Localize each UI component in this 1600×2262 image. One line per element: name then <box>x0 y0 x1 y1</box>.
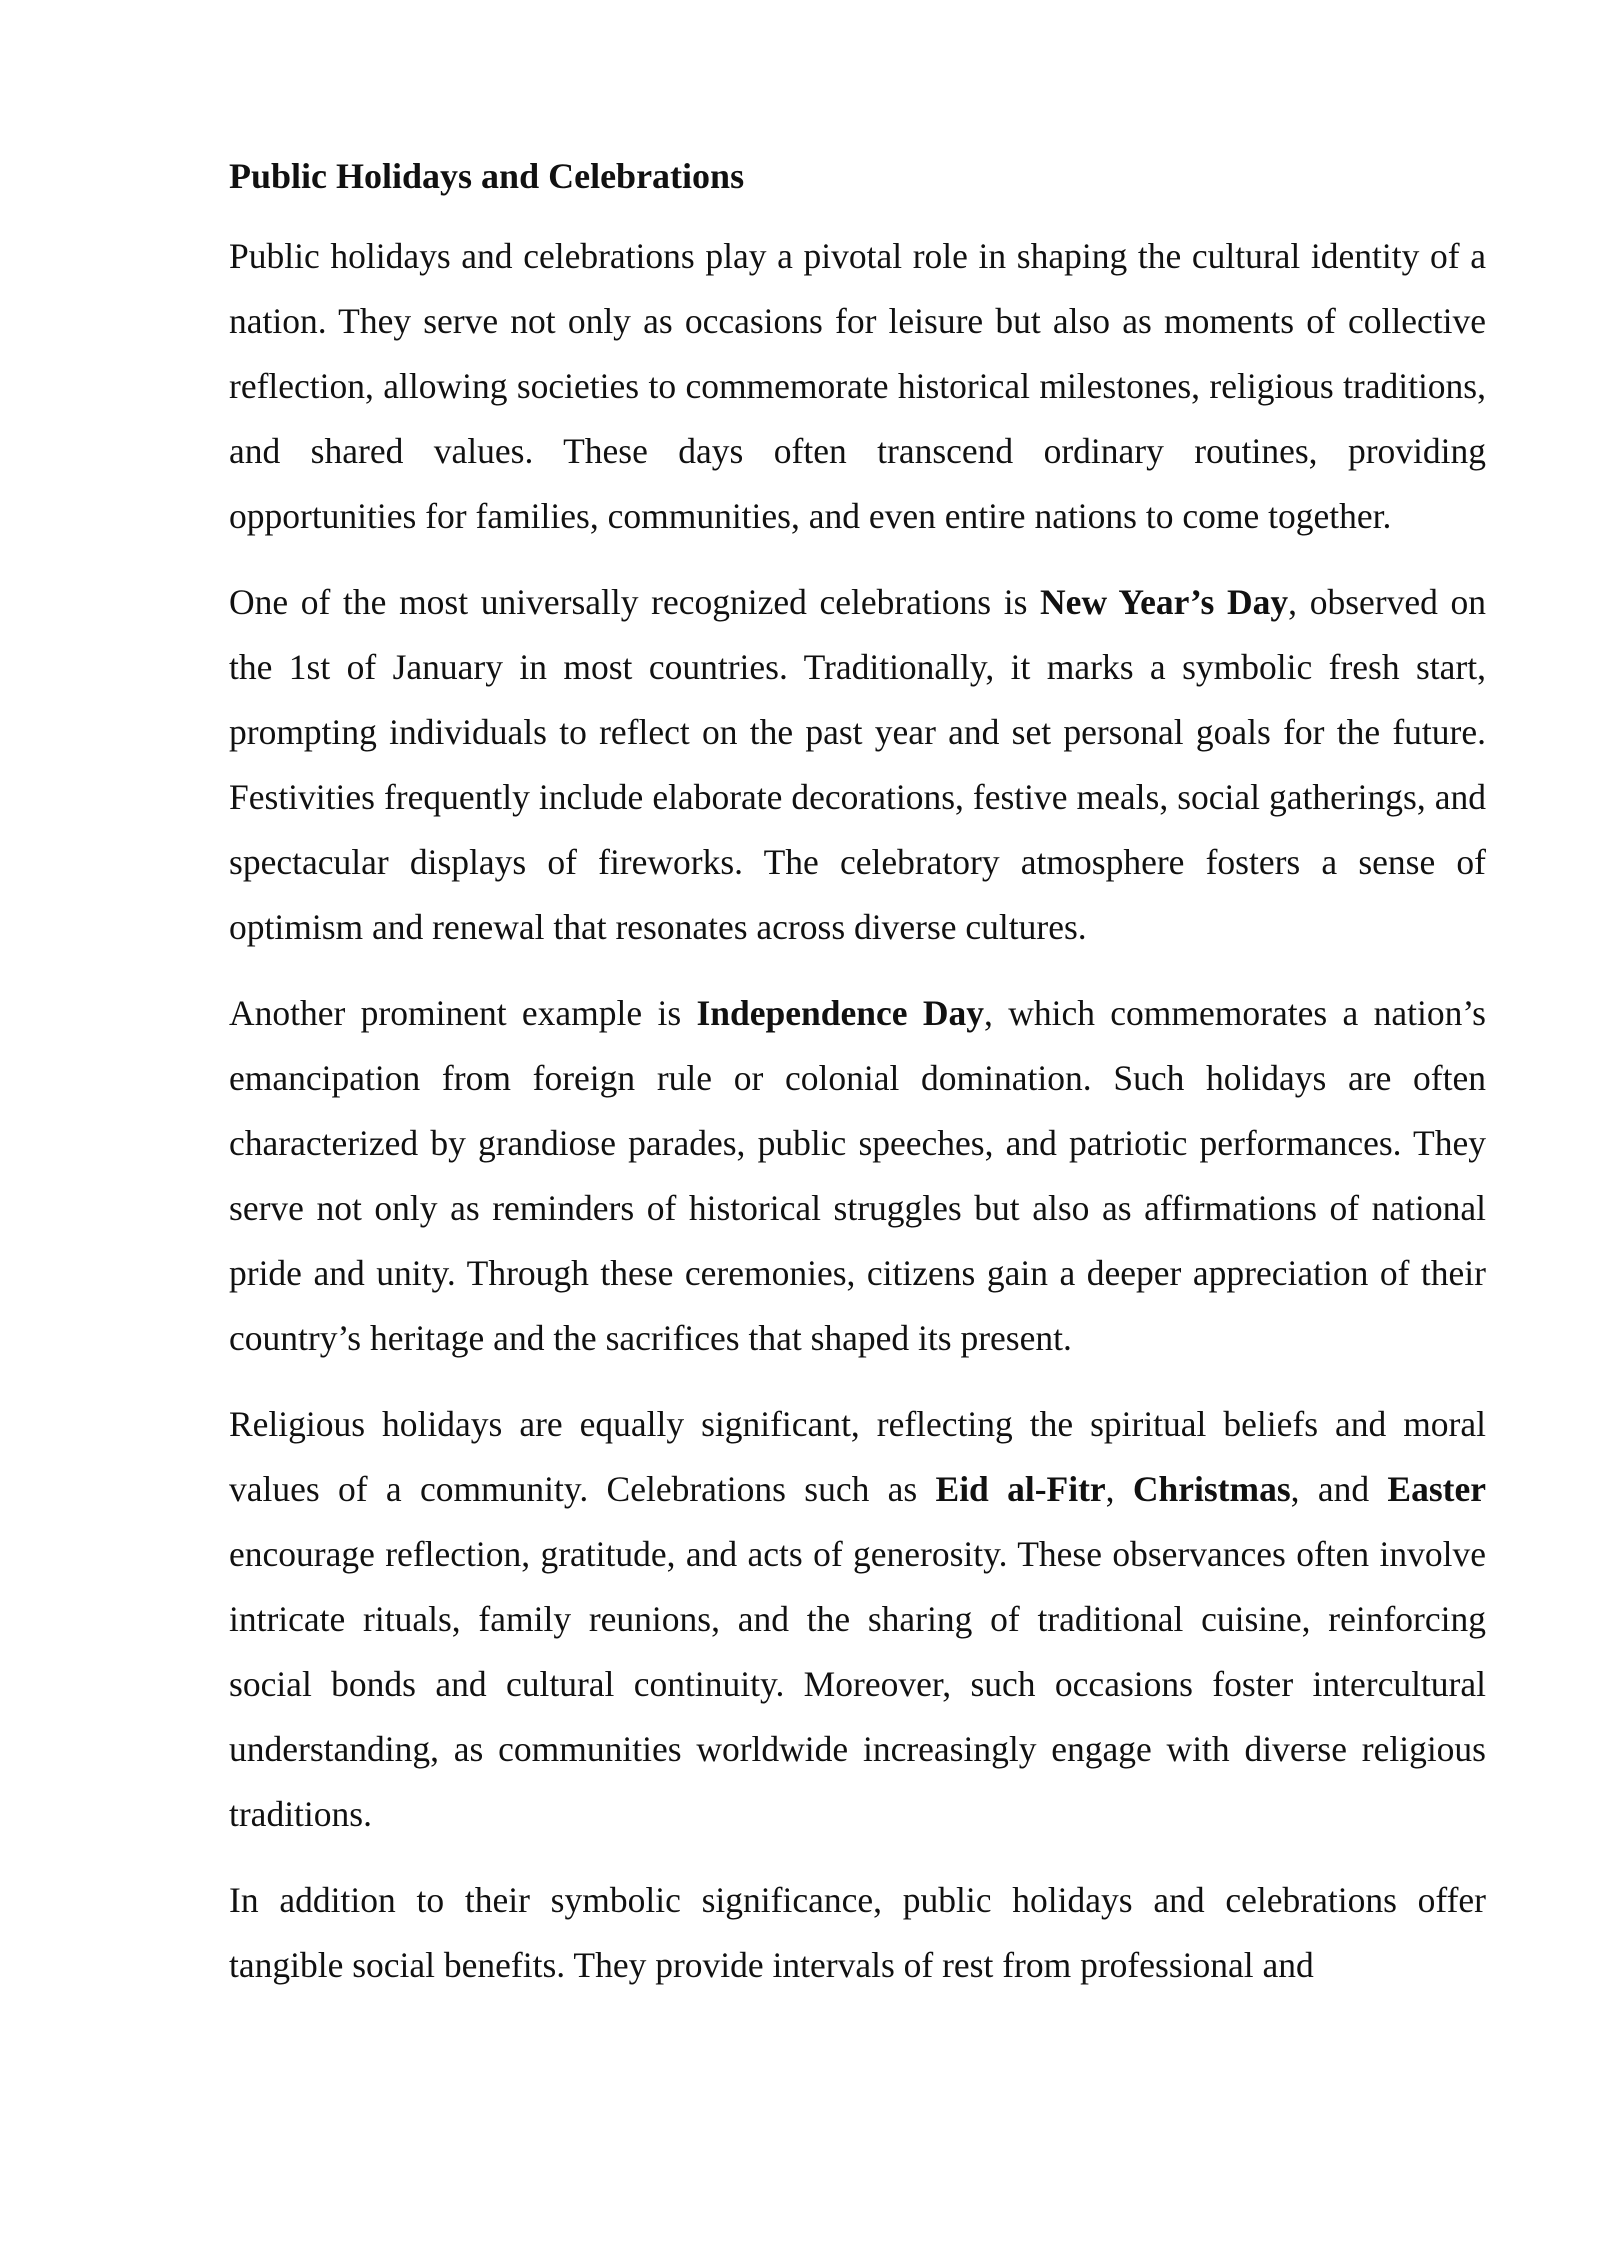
page-title: Public Holidays and Celebrations <box>229 156 745 196</box>
document-body <box>229 150 1486 2019</box>
emphasized-term: Independence Day <box>696 993 985 1033</box>
body-paragraph <box>229 1392 1486 1847</box>
paragraph-text: In addition to their symbolic significance, public holidays and celebrations offer tangible social benefits. They provide intervals of rest from professional and <box>229 1880 1486 1985</box>
paragraph-list <box>229 224 1486 1998</box>
paragraph-text: Public holidays and celebrations play a pivotal role in shaping the cultural identity of a nation. They serve not only as occasions for leisure but also as moments of collective reflection, allowing societies to commemorate historical milestones, religious traditions, and shared values. These days often transcend ordinary routines, providing opportunities for families, communities, and even entire nations to come together. <box>229 236 1486 536</box>
body-paragraph <box>229 981 1486 1371</box>
paragraph-text: Religious holidays are equally significant, reflecting the spiritual beliefs and moral values of a community. Celebrations such as <box>229 1404 1486 1509</box>
body-paragraph <box>229 1868 1486 1998</box>
paragraph-text: , observed on the 1st of January in most countries. Traditionally, it marks a symbolic fresh start, prompting individuals to reflect on the past year and set personal goals for the future. Festivities frequently include elaborate decorations, festive meals, social gatherings, and spectacular displays of fireworks. The celebratory atmosphere fosters a sense of optimism and renewal that resonates across diverse cultures. <box>229 582 1487 947</box>
paragraph-text: , which commemorates a nation’s emancipation from foreign rule or colonial domination. Such holidays are often characterized by grandiose parades, public speeches, and patriotic performances. They serve not only as reminders of historical struggles but also as affirmations of national pride and unity. Through these ceremonies, citizens gain a deeper appreciation of their country’s heritage and the sacrifices that shaped its present. <box>229 993 1486 1358</box>
emphasized-term: New Year’s Day <box>1040 582 1289 622</box>
body-paragraph <box>229 570 1486 960</box>
emphasized-term: Christmas <box>1132 1469 1291 1509</box>
paragraph-text: Another prominent example is <box>229 993 697 1033</box>
paragraph-text: , and <box>1290 1469 1388 1509</box>
paragraph-text: , <box>1105 1469 1133 1509</box>
paragraph-text: One of the most universally recognized celebrations is <box>229 582 1041 622</box>
body-paragraph <box>229 224 1486 549</box>
paragraph-text: encourage reflection, gratitude, and acts of generosity. These observances often involve intricate rituals, family reunions, and the sharing of traditional cuisine, reinforcing social bonds and cultural continuity. Moreover, such occasions foster intercultural understanding, as communities worldwide increasingly engage with diverse religious traditions. <box>229 1534 1486 1834</box>
emphasized-term: Easter <box>1387 1469 1486 1509</box>
emphasized-term: Eid al-Fitr <box>935 1469 1106 1509</box>
